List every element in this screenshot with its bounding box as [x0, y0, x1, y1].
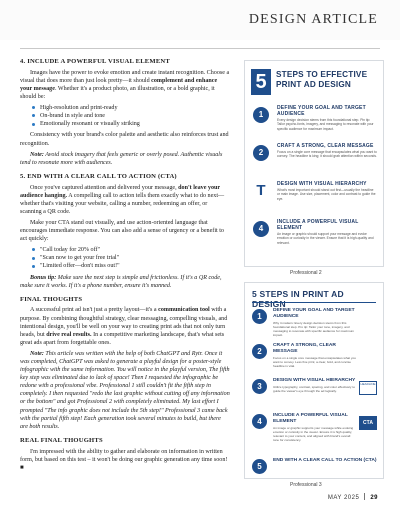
title-line: PRINT AD DESIGN: [276, 79, 352, 89]
text-run: . Whether it's a product photo, an illustration, or a bold graphic, it should be:: [20, 85, 215, 101]
list-item: Emotionally resonant or visually striking: [32, 120, 230, 128]
step-title: INCLUDE A POWERFUL VISUAL ELEMENT: [273, 413, 348, 424]
figure-caption: Professional 2: [290, 270, 322, 276]
real-final-thoughts-heading: REAL FINAL THOUGHTS: [20, 436, 103, 444]
end-mark: ■: [20, 464, 24, 471]
list-item: "Limited offer—don't miss out!": [32, 262, 230, 270]
final-thoughts-note: [20, 350, 230, 431]
list-item: [251, 412, 377, 442]
section-5-bonus-tip: [20, 274, 230, 290]
article-column: [20, 58, 230, 475]
section-4-bullet-list: [20, 104, 230, 128]
text-run-bold: communication tool: [158, 307, 210, 314]
text-run-bold: complement and enhance your message: [20, 77, 218, 92]
title-underline: [252, 302, 376, 303]
step-badge: 4: [252, 414, 267, 429]
list-item: [251, 217, 377, 249]
page-header: [0, 0, 400, 40]
note-text: Avoid stock imagery that feels generic or overly posed. Authentic visuals tend to resonate more with audiences.: [20, 151, 223, 166]
list-item: [251, 377, 377, 407]
step-badge: 3: [252, 379, 267, 394]
cta-icon: CTA: [359, 416, 377, 430]
step-description: An image or graphic should support your message and evoke emotion or curiosity in the viewer. Ensure that it is high-quality and relevant.: [277, 232, 374, 245]
step-description: Focus on a single core message that encapsulates what you want to convey. Less fine print; a clear, bold, and concise headline is vital.: [273, 355, 356, 368]
headline-icon: HEADLINE: [359, 381, 377, 395]
step-description: Focus on a single core message that encapsulates what you want to convey. The headline is king; it should grab attention within seconds.: [277, 150, 377, 159]
step-badge: 1: [253, 107, 269, 123]
list-item: [251, 179, 377, 211]
step-description: Why it matters: Every design decision stems from this foundational step. Pro tip: Tailor your tone, imagery, and messaging to resonate with specific audience for maximum impact.: [273, 320, 354, 337]
step-badge: 2: [253, 145, 269, 161]
note-label: Note:: [30, 151, 44, 158]
step-title: DESIGN WITH VISUAL HIERARCHY: [273, 378, 356, 383]
step-title: END WITH A CLEAR CALL TO ACTION (CTA): [273, 458, 377, 463]
section-4-heading: 4. INCLUDE A POWERFUL VISUAL ELEMENT: [20, 58, 170, 65]
infographic-professional-2: [244, 60, 384, 267]
text-run: with a purpose. By combining thoughtful strategy, clear messaging, compelling visuals, and intentional design, you'll be well on your way to creating print ads that not only turn heads, but: [20, 307, 228, 338]
text-run: Images have the power to evoke emotion and create instant recognition. Choose a visual that does more than just look pretty—it should: [20, 69, 230, 84]
big-number: 5: [251, 69, 271, 95]
list-item: "Call today for 20% off": [32, 246, 230, 254]
note-text: This article was written with the help of both ChatGPT and Rytr. Once it was completed, ChatGPT was asked to generate a playful design for a poster-style infographic with the same information. You will notice in the playful version, The fifth key step was eliminated due to lack of space! Then I requested the infographic be redone with a professional vibe. Professional 1 still couldn't fit the fifth step in completely. I then requested "redo the last graphic without cutting off any information or the bottom" and got Professional 2 with completely eliminated. My last effort I prompted "The info graphic does not include the 5th step!" Professional 3 came back with the partial fifth step! Each generation took several minutes to build, but there are both results.: [20, 350, 230, 430]
text-run: A compelling call to action tells them exactly what to do next—whether that's visiting your website, calling a number, redeeming an offer, or scanning a QR code.: [20, 192, 225, 215]
section-4-paragraph-2: Consistency with your brand's color palette and aesthetic also reinforces trust and recognition.: [20, 132, 229, 147]
section-4-note: [20, 151, 230, 167]
step-badge: 2: [252, 344, 267, 359]
step-title: DEFINE YOUR GOAL AND TARGET AUDIENCE: [273, 308, 355, 319]
step-description: An image or graphic supports your message while evoking emotion or curiosity in the viewer. Ensure it is high quality, relevant to your content, and aligned with brand's overall tone for consistency.: [273, 425, 354, 442]
step-description: Every design decision stems from this foundational step. Pin tip: Tailor psycho-fonts, imagery, and messaging to resonate with your specific audience for maximum impact.: [277, 118, 374, 131]
step-title: CRAFT A STRONG, CLEAR MESSAGE: [273, 343, 336, 354]
step-title: INCLUDE A POWERFUL VISUAL ELEMENT: [277, 219, 359, 231]
text-run-bold: don't leave your audience hanging.: [20, 184, 221, 199]
list-item: [251, 141, 377, 173]
step-title: DESIGN WITH VISUAL HIERARCHY: [277, 181, 367, 187]
step-badge: 4: [253, 221, 269, 237]
list-item: [251, 307, 377, 337]
infographic-title: 5 STEPS IN PRINT AD DESIGN: [252, 289, 344, 309]
text-run-bold: drive real results.: [46, 331, 92, 338]
section-5-heading: 5. END WITH A CLEAR CALL TO ACTION (CTA): [20, 172, 177, 180]
list-item: "Scan now to get your free trial": [32, 254, 230, 262]
section-title: DESIGN ARTICLE: [248, 12, 378, 27]
list-item: [251, 103, 377, 135]
final-thoughts-heading: FINAL THOUGHTS: [20, 295, 83, 303]
step-badge: 1: [252, 309, 267, 324]
infographic-header: [251, 67, 377, 99]
text-run: In a competitive marketing landscape, that's what sets great ads apart from forgettable ones.: [20, 331, 225, 346]
step-badge: 5: [252, 459, 267, 474]
note-label: Note:: [30, 350, 44, 357]
infographic-title: [276, 70, 367, 90]
text-run: I'm impressed with the ability to gather and elaborate on information in written form, but based on this test – it won't be doing our graphic generation any time soon!: [20, 448, 228, 463]
title-line: STEPS TO EFFECTIVE: [276, 70, 368, 79]
text-run: A successful print ad isn't just a pretty layout—it's a: [30, 307, 159, 314]
section-5-paragraph-1: [20, 184, 230, 216]
page-number: 29: [370, 495, 378, 501]
figure-caption: Professional 3: [290, 482, 322, 488]
list-item: On-brand in style and tone: [32, 112, 230, 120]
section-5-paragraph-2: Make your CTA stand out visually, and use action-oriented language that encourages immediate response. You can also add a sense of urgency or a benefit to act quickly:: [20, 219, 224, 243]
text-run: Once you've captured attention and delivered your message,: [30, 184, 179, 191]
footer-divider: [364, 493, 365, 500]
step-title: DEFINE YOUR GOAL AND TARGET AUDIENCE: [277, 105, 366, 117]
page-footer: [328, 493, 378, 501]
header-divider: [20, 48, 380, 49]
section-5-bullet-list: [20, 246, 230, 270]
real-final-thoughts-paragraph: [20, 448, 230, 472]
final-thoughts-paragraph: [20, 306, 230, 346]
step-description: What's most important should stand out first—usually the headline or main image. Use size, placement, color and contrast to guide the eye.: [277, 188, 376, 201]
tip-text: Make sure the next step is simple and frictionless. If it's a QR code, make sure it works. If it's a phone number, ensure it's manned.: [20, 274, 222, 289]
list-item: High-resolution and print-ready: [32, 104, 230, 112]
tip-label: Bonus tip:: [30, 274, 57, 281]
list-item: [251, 342, 377, 372]
infographic-professional-3: [244, 282, 384, 479]
issue-date: MAY 2025: [327, 495, 360, 501]
step-title: CRAFT A STRONG, CLEAR MESSAGE: [277, 143, 374, 149]
typography-icon: T: [253, 183, 269, 199]
section-4-paragraph-1: [20, 69, 230, 101]
step-description: Utilize typography, contrast, spacing, and color effectively to guide the viewer's eye through the ad logically.: [273, 384, 355, 393]
